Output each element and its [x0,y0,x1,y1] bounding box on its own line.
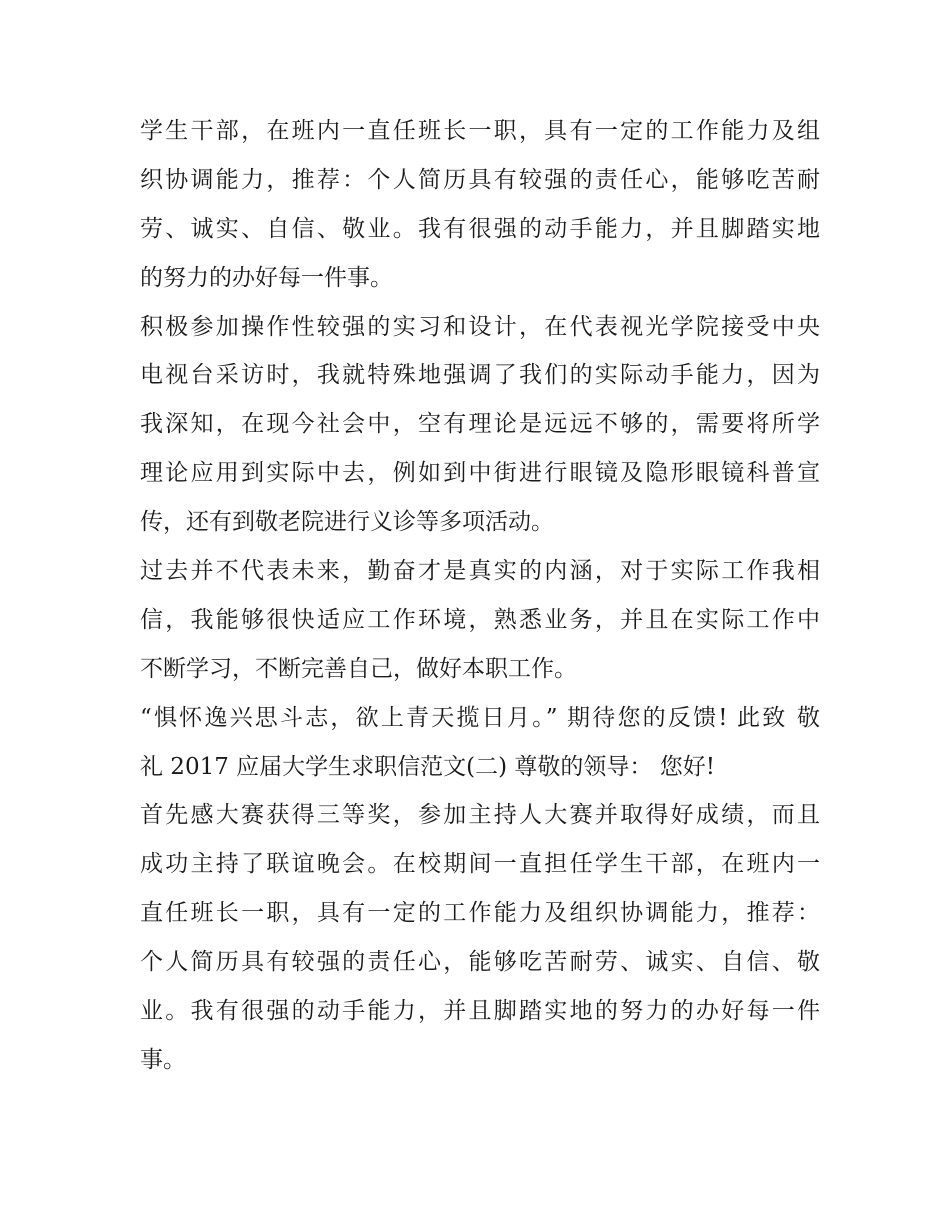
text-line: “惧怀逸兴思斗志，欲上青天揽日月。” 期待您的反馈! 此致 敬 [140,704,820,731]
body-text [140,107,820,1085]
text-line: 过去并不代表未来，勤奋才是真实的内涵，对于实际工作我相 [140,558,820,585]
text-line: 不断学习，不断完善自己，做好本职工作。 [140,655,577,682]
text-line: 电视台采访时，我就特殊地强调了我们的实际动手能力，因为 [140,362,820,389]
text-line: 积极参加操作性较强的实习和设计，在代表视光学院接受中央 [140,313,820,340]
text-line: 个人简历具有较强的责任心，能够吃苦耐劳、诚实、自信、敬 [140,949,820,976]
text-line: 理论应用到实际中去，例如到中街进行眼镜及隐形眼镜科普宣 [140,460,820,487]
text-line: 事。 [140,1046,186,1073]
text-line: 的努力的办好每一件事。 [140,264,393,291]
text-line: 礼 2017 应届大学生求职信范文(二) 尊敬的领导： 您好! [140,753,715,780]
text-line: 首先感大赛获得三等奖，参加主持人大赛并取得好成绩，而且 [140,802,820,829]
text-line: 学生干部，在班内一直任班长一职，具有一定的工作能力及组 [140,118,820,144]
text-line: 劳、诚实、自信、敬业。我有很强的动手能力，并且脚踏实地 [140,215,820,242]
text-line: 织协调能力，推荐：个人简历具有较强的责任心，能够吃苦耐 [140,166,820,193]
text-line: 直任班长一职，具有一定的工作能力及组织协调能力，推荐： [140,900,820,927]
text-line: 我深知，在现今社会中，空有理论是远远不够的，需要将所学 [140,411,820,438]
text-line: 信，我能够很快适应工作环境，熟悉业务，并且在实际工作中 [140,606,820,633]
text-line: 成功主持了联谊晚会。在校期间一直担任学生干部，在班内一 [140,851,820,878]
text-line: 传，还有到敬老院进行义诊等多项活动。 [140,509,554,536]
text-line: 业。我有很强的动手能力，并且脚踏实地的努力的办好每一件 [140,998,820,1025]
